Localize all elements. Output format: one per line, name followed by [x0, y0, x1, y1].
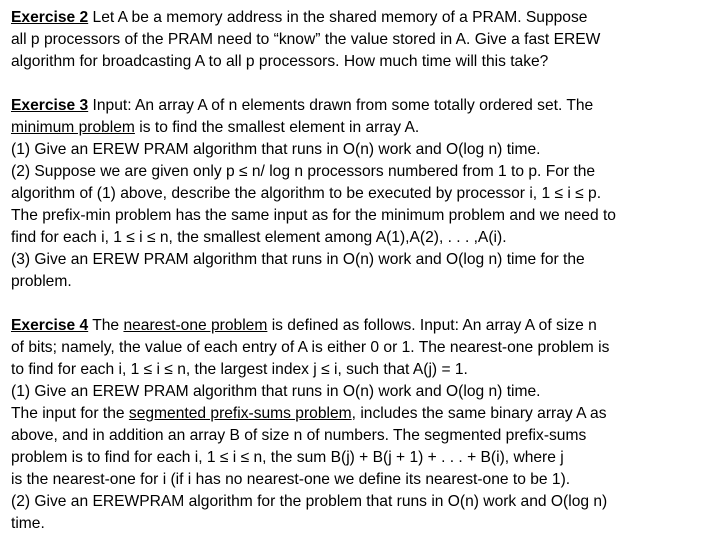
- exercise-3-line-1: [11, 95, 715, 117]
- exercise-4-line-4: (1) Give an EREW PRAM algorithm that runs in O(n) work and O(log n) time.: [11, 383, 541, 400]
- exercise-4-title: Exercise 4: [11, 317, 89, 334]
- exercise-4-line-1: [11, 315, 715, 337]
- exercise-2-line-2: all p processors of the PRAM need to “know” the value stored in A. Give a fast EREW: [11, 31, 601, 48]
- exercise-3: [11, 95, 715, 293]
- exercise-4-line-6: above, and in addition an array B of size n of numbers. The segmented prefix-sums: [11, 427, 587, 444]
- exercise-4: [11, 315, 715, 535]
- exercise-2: [11, 7, 715, 73]
- exercise-4-line-8: is the nearest-one for i (if i has no nearest-one we define its nearest-one to be 1).: [11, 471, 571, 488]
- exercise-3-line-4: (2) Suppose we are given only p ≤ n/ log n processors numbered from 1 to p. For the: [11, 163, 596, 180]
- exercise-4-line-2: of bits; namely, the value of each entry of A is either 0 or 1. The nearest-one problem is: [11, 339, 610, 356]
- exercise-3-line-7: find for each i, 1 ≤ i ≤ n, the smallest element among A(1),A(2), . . . ,A(i).: [11, 229, 507, 246]
- exercise-2-text: Let A be a memory address in the shared memory of a PRAM. Suppose: [92, 9, 588, 26]
- exercise-4-line-5-post: , includes the same binary array A as: [351, 405, 607, 422]
- exercise-3-line-2: [11, 117, 715, 139]
- minimum-problem-term: minimum problem: [11, 119, 135, 136]
- exercise-4-line-10: time.: [11, 515, 45, 532]
- exercise-3-line-8: (3) Give an EREW PRAM algorithm that runs in O(n) work and O(log n) time for the: [11, 251, 585, 268]
- exercise-3-line-6: The prefix-min problem has the same input as for the minimum problem and we need to: [11, 207, 616, 224]
- exercise-2-line-1: [11, 7, 715, 29]
- exercise-4-line-1-post: is defined as follows. Input: An array A of size n: [271, 317, 597, 334]
- exercise-3-line-9: problem.: [11, 273, 72, 290]
- exercise-3-text: Input: An array A of n elements drawn from some totally ordered set. The: [92, 97, 594, 114]
- exercise-3-line-5: algorithm of (1) above, describe the algorithm to be executed by processor i, 1 ≤ i ≤ p.: [11, 185, 602, 202]
- exercise-4-line-5: [11, 403, 715, 425]
- exercise-2-title: Exercise 2: [11, 9, 89, 26]
- exercise-4-line-9: (2) Give an EREWPRAM algorithm for the problem that runs in O(n) work and O(log n): [11, 493, 608, 510]
- exercise-document: [11, 7, 715, 535]
- segmented-prefix-sums-term: segmented prefix-sums problem: [128, 405, 352, 422]
- nearest-one-problem-term: nearest-one problem: [123, 317, 268, 334]
- exercise-4-line-1-pre: The: [92, 317, 120, 334]
- exercise-2-line-3: algorithm for broadcasting A to all p processors. How much time will this take?: [11, 53, 549, 70]
- exercise-4-line-3: to find for each i, 1 ≤ i ≤ n, the largest index j ≤ i, such that A(j) = 1.: [11, 361, 468, 378]
- exercise-3-line-2-rest: is to find the smallest element in array A.: [139, 119, 420, 136]
- exercise-3-title: Exercise 3: [11, 97, 89, 114]
- exercise-3-line-3: (1) Give an EREW PRAM algorithm that runs in O(n) work and O(log n) time.: [11, 141, 541, 158]
- exercise-4-line-5-pre: The input for the: [11, 405, 125, 422]
- exercise-4-line-7: problem is to find for each i, 1 ≤ i ≤ n, the sum B(j) + B(j + 1) + . . . + B(i), where j: [11, 449, 564, 466]
